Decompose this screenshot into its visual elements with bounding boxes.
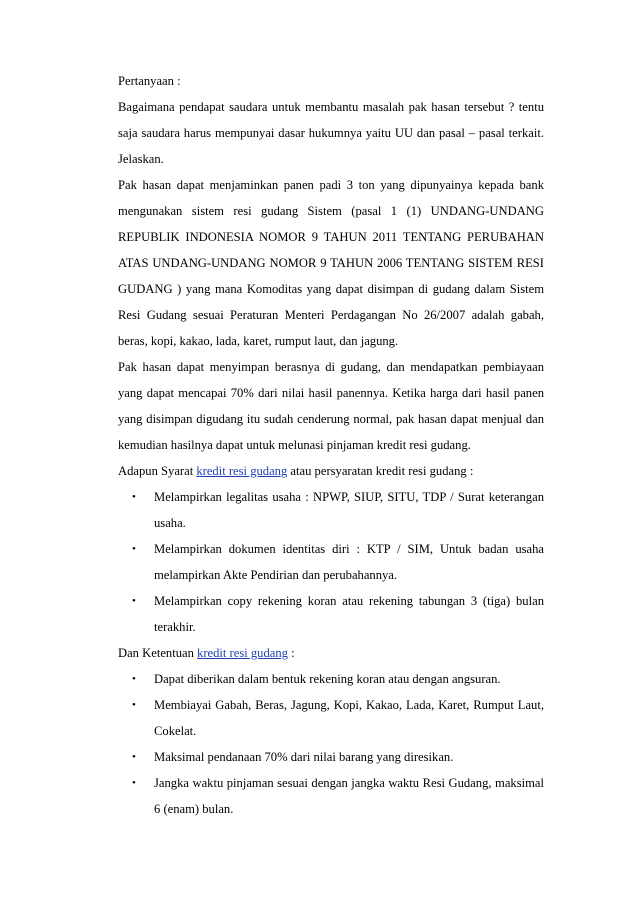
list-item-text: Melampirkan dokumen identitas diri : KTP / SIM, Untuk badan usaha melampirkan Akte Pendirian dan perubahannya.: [154, 542, 544, 582]
list-item: [118, 588, 544, 640]
bullet-icon: •: [132, 699, 136, 711]
list-item-text: Maksimal pendanaan 70% dari nilai barang yang diresikan.: [154, 750, 454, 764]
syarat-list: [118, 484, 544, 640]
list-item: [118, 484, 544, 536]
ketentuan-prefix: Dan Ketentuan: [118, 646, 198, 660]
answer-paragraph-2: Pak hasan dapat menyimpan berasnya di gudang, dan mendapatkan pembiayaan yang dapat mencapai 70% dari nilai hasil panennya. Ketika harga dari hasil panen yang disimpan digudang itu sudah cenderung normal, pak hasan dapat menjual dan kemudian hasilnya dapat untuk melunasi pinjaman kredit resi gudang.: [118, 360, 544, 452]
bullet-icon: •: [132, 673, 136, 685]
list-item: [118, 770, 544, 822]
bullet-icon: •: [132, 595, 136, 607]
list-item-text: Melampirkan copy rekening koran atau rekening tabungan 3 (tiga) bulan terakhir.: [154, 594, 544, 634]
list-item: [118, 666, 544, 692]
list-item: [118, 744, 544, 770]
question-label: Pertanyaan :: [118, 74, 181, 88]
syarat-suffix: atau persyaratan kredit resi gudang :: [287, 464, 474, 478]
syarat-kredit-link[interactable]: kredit resi gudang: [196, 464, 288, 478]
list-item-text: Dapat diberikan dalam bentuk rekening koran atau dengan angsuran.: [154, 672, 501, 686]
ketentuan-kredit-link[interactable]: kredit resi gudang: [197, 646, 288, 660]
ketentuan-heading: [118, 640, 544, 666]
list-item-text: Membiayai Gabah, Beras, Jagung, Kopi, Kakao, Lada, Karet, Rumput Laut, Cokelat.: [154, 698, 544, 738]
bullet-icon: •: [132, 777, 136, 789]
answer-paragraph-1: Pak hasan dapat menjaminkan panen padi 3 ton yang dipunyainya kepada bank mengunakan sistem resi gudang Sistem (pasal 1 (1) UNDANG-UNDANG REPUBLIK INDONESIA NOMOR 9 TAHUN 2011 TENTANG PERUBAHAN ATAS UNDANG-UNDANG NOMOR 9 TAHUN 2006 TENTANG SISTEM RESI GUDANG ) yang mana Komoditas yang dapat disimpan di gudang dalam Sistem Resi Gudang sesuai Peraturan Menteri Perdagangan No 26/2007 adalah gabah, beras, kopi, kakao, lada, karet, rumput laut, dan jagung.: [118, 178, 544, 348]
document-page: [118, 68, 544, 822]
ketentuan-suffix: :: [287, 646, 295, 660]
list-item: [118, 536, 544, 588]
list-item-text: Jangka waktu pinjaman sesuai dengan jangka waktu Resi Gudang, maksimal 6 (enam) bulan.: [154, 776, 544, 816]
list-item: [118, 692, 544, 744]
list-item-text: Melampirkan legalitas usaha : NPWP, SIUP, SITU, TDP / Surat keterangan usaha.: [154, 490, 544, 530]
ketentuan-list: [118, 666, 544, 822]
bullet-icon: •: [132, 543, 136, 555]
syarat-prefix: Adapun Syarat: [118, 464, 197, 478]
question-text: Bagaimana pendapat saudara untuk membantu masalah pak hasan tersebut ? tentu saja saudara harus mempunyai dasar hukumnya yaitu UU dan pasal – pasal terkait. Jelaskan.: [118, 100, 544, 166]
syarat-heading: [118, 458, 544, 484]
bullet-icon: •: [132, 751, 136, 763]
bullet-icon: •: [132, 491, 136, 503]
